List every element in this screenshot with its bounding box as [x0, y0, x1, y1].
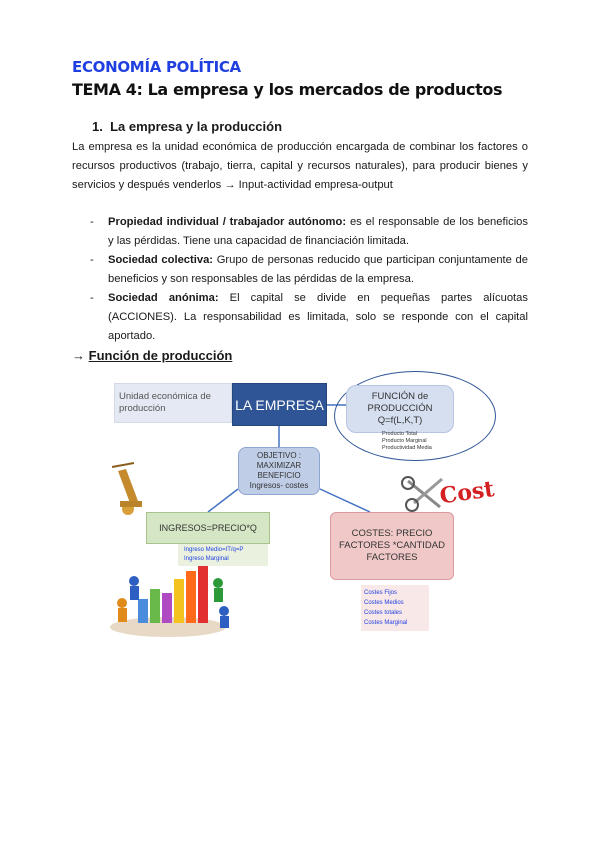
function-heading — [72, 348, 232, 363]
cost-item: Costes Fijos — [364, 590, 398, 596]
cost-item: Costes Medios — [364, 600, 404, 606]
list-item-text: Grupo de personas reducido que participan conjuntamente de beneficios y son responsables de las pérdidas de la empresa. — [108, 254, 528, 285]
list-item-text: El capital se divide en pequeñas partes alícuotas (ACCIONES). La responsabilidad es limitada, solo se responde con el capital aportado. — [108, 292, 528, 342]
objective-box — [238, 447, 320, 495]
revenue-item: Ingreso Marginal — [184, 556, 229, 562]
empresa-box: LA EMPRESA — [232, 383, 327, 426]
revenue-items-list — [178, 544, 268, 566]
list-item — [90, 289, 528, 346]
cost-items-list — [361, 585, 429, 631]
cost-item: Costes Marginal — [364, 620, 408, 626]
section-number: 1. — [92, 119, 103, 134]
function-formula: Q=f(L,K,T) — [377, 415, 423, 426]
production-function-diagram — [108, 371, 498, 641]
list-dash: - — [90, 254, 94, 266]
function-items-list — [382, 431, 432, 452]
section-title: La empresa y la producción — [110, 119, 283, 134]
intro-paragraph: La empresa es la unidad económica de producción encargada de combinar los factores o recursos productivos (trabajo, tierra, capital y recursos naturales), para producir bienes y servicios y después venderlos → Input-actividad empresa-output — [72, 141, 528, 191]
function-line1: FUNCIÓN de — [371, 391, 429, 402]
objective-line3: BENEFICIO — [257, 471, 301, 480]
objective-line2: MAXIMIZAR — [256, 461, 302, 470]
topic-title: TEMA 4: La empresa y los mercados de productos — [72, 80, 503, 99]
unit-label-box: Unidad económica de producción — [114, 383, 232, 423]
function-line2: PRODUCCIÓN — [367, 403, 433, 414]
revenue-item: Ingreso Medio=IT/q=P — [184, 547, 244, 553]
list-dash: - — [90, 292, 94, 304]
cost-item: Costes totales — [364, 610, 403, 616]
function-heading-title: Función de producción — [88, 348, 233, 363]
list-item-term: Sociedad anónima: — [108, 292, 219, 304]
list-item — [90, 213, 528, 251]
list-item-term: Propiedad individual / trabajador autónomo: — [108, 216, 347, 228]
costs-box — [330, 512, 454, 580]
cost-word: Cost — [438, 476, 496, 510]
list-item — [90, 251, 528, 289]
connector-line — [320, 489, 370, 512]
revenue-box: INGRESOS=PRECIO*Q — [146, 512, 270, 544]
course-title: ECONOMÍA POLÍTICA — [72, 58, 241, 76]
company-types-list — [90, 213, 528, 346]
costs-line2: FACTORES *CANTIDAD — [339, 540, 445, 551]
list-item-text: es el responsable de los beneficios y las pérdidas. Tiene una capacidad de financiación limitada. — [108, 216, 528, 247]
connector-line — [208, 489, 238, 512]
cost-scissors-illustration — [402, 476, 497, 511]
costs-line1: COSTES: PRECIO — [351, 528, 433, 539]
objective-line4: Ingresos- costes — [249, 481, 309, 490]
production-function-box — [346, 385, 454, 433]
team-chart-illustration — [110, 563, 229, 637]
objective-line1: OBJETIVO : — [256, 451, 301, 460]
list-dash: - — [90, 216, 94, 228]
arrow-icon: → — [72, 348, 85, 363]
crane-illustration — [112, 463, 142, 515]
costs-line3: FACTORES — [366, 552, 418, 563]
function-item: Productividad Media — [382, 445, 432, 451]
list-item-term: Sociedad colectiva: — [108, 254, 214, 266]
section-heading — [92, 119, 282, 134]
function-item: Producto Marginal — [382, 438, 427, 444]
function-item: Producto Total — [382, 431, 418, 437]
